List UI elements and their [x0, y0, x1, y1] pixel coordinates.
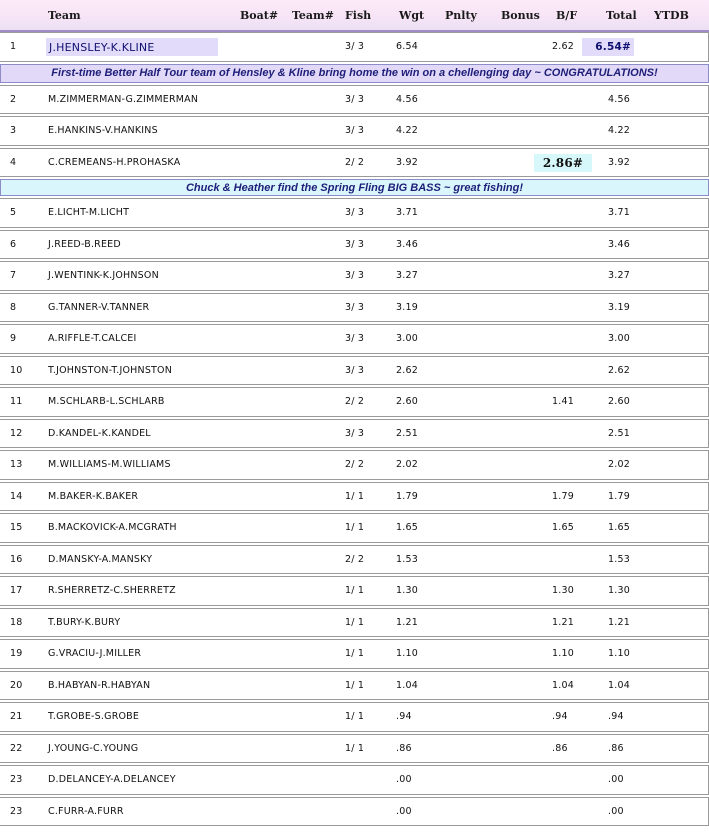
fish-cell: 2/ 2	[345, 156, 365, 168]
total-cell: 2.62	[608, 364, 630, 376]
fish-cell: 3/ 3	[345, 93, 365, 105]
col-header-fish: Fish	[345, 9, 372, 22]
table-row	[0, 261, 709, 291]
table-row	[0, 671, 709, 701]
weight-cell: 4.22	[396, 125, 418, 137]
col-header-big-fish: B/F	[556, 9, 578, 22]
weight-cell: 6.54	[396, 41, 418, 53]
weight-cell: .86	[396, 742, 412, 754]
table-row	[0, 85, 709, 115]
weight-cell: 3.27	[396, 270, 418, 282]
table-row	[0, 765, 709, 795]
col-header-boat: Boat#	[240, 9, 279, 22]
fish-cell: 2/ 2	[345, 553, 365, 565]
place-cell: 20	[10, 679, 23, 691]
col-header-ytdb: YTDB	[654, 9, 689, 22]
weight-cell: 2.51	[396, 427, 418, 439]
weight-cell: 3.92	[396, 156, 418, 168]
table-row	[0, 482, 709, 512]
col-header-bonus: Bonus	[501, 9, 540, 22]
total-cell: 2.51	[608, 427, 630, 439]
team-cell: B.HABYAN-R.HABYAN	[48, 679, 151, 691]
big-fish-cell: .86	[552, 742, 568, 754]
place-cell: 23	[10, 774, 23, 786]
total-cell: 6.54#	[582, 38, 634, 56]
table-row	[0, 387, 709, 417]
place-cell: 18	[10, 616, 23, 628]
weight-cell: 1.65	[396, 522, 418, 534]
place-cell: 17	[10, 585, 23, 597]
place-cell: 10	[10, 364, 23, 376]
big-bass-cell: 2.86#	[534, 154, 592, 172]
table-row	[0, 576, 709, 606]
total-cell: 3.46	[608, 238, 630, 250]
table-row	[0, 419, 709, 449]
weight-cell: 1.21	[396, 616, 418, 628]
weight-cell: .00	[396, 774, 412, 786]
fish-cell: 3/ 3	[345, 333, 365, 345]
weight-cell: 2.62	[396, 364, 418, 376]
table-row	[0, 639, 709, 669]
col-header-weight: Wgt	[399, 9, 425, 22]
total-cell: 1.53	[608, 553, 630, 565]
big-fish-cell: 1.65	[552, 522, 574, 534]
table-row	[0, 356, 709, 386]
fish-cell: 1/ 1	[345, 585, 365, 597]
table-row	[0, 545, 709, 575]
weight-cell: 1.10	[396, 648, 418, 660]
place-cell: 23	[10, 805, 23, 817]
big-fish-cell: 1.10	[552, 648, 574, 660]
total-cell: 3.00	[608, 333, 630, 345]
fish-cell: 1/ 1	[345, 490, 365, 502]
place-cell: 4	[10, 156, 17, 168]
weight-cell: 2.02	[396, 459, 418, 471]
winner-banner: First-time Better Half Tour team of Hensley & Kline bring home the win on a chellenging day ~ CONGRATULATIONS!	[0, 64, 709, 83]
results-table	[0, 32, 709, 828]
place-cell: 13	[10, 459, 23, 471]
team-cell: C.FURR-A.FURR	[48, 805, 124, 817]
table-row	[0, 32, 709, 62]
big-bass-banner: Chuck & Heather find the Spring Fling BIG BASS ~ great fishing!	[0, 179, 709, 196]
col-header-total: Total	[606, 9, 637, 22]
total-cell: 1.21	[608, 616, 630, 628]
fish-cell: 3/ 3	[345, 125, 365, 137]
weight-cell: 2.60	[396, 396, 418, 408]
total-cell: .00	[608, 774, 624, 786]
team-cell: G.TANNER-V.TANNER	[48, 301, 150, 313]
place-cell: 6	[10, 238, 17, 250]
place-cell: 2	[10, 93, 17, 105]
team-cell: J.HENSLEY-K.KLINE	[46, 38, 218, 56]
table-row	[0, 513, 709, 543]
total-cell: 2.60	[608, 396, 630, 408]
table-row	[0, 324, 709, 354]
total-cell: 3.71	[608, 207, 630, 219]
weight-cell: 4.56	[396, 93, 418, 105]
weight-cell: 3.00	[396, 333, 418, 345]
table-row	[0, 148, 709, 178]
table-header	[0, 0, 709, 32]
total-cell: 2.02	[608, 459, 630, 471]
fish-cell: 2/ 2	[345, 459, 365, 471]
weight-cell: 1.30	[396, 585, 418, 597]
table-row	[0, 702, 709, 732]
weight-cell: 1.79	[396, 490, 418, 502]
place-cell: 7	[10, 270, 17, 282]
team-cell: G.VRACIU-J.MILLER	[48, 648, 142, 660]
place-cell: 5	[10, 207, 17, 219]
big-fish-cell: 1.04	[552, 679, 574, 691]
table-row	[0, 230, 709, 260]
big-fish-cell: .94	[552, 711, 568, 723]
table-row	[0, 198, 709, 228]
total-cell: 4.56	[608, 93, 630, 105]
fish-cell: 1/ 1	[345, 679, 365, 691]
fish-cell: 3/ 3	[345, 238, 365, 250]
place-cell: 14	[10, 490, 23, 502]
total-cell: 3.27	[608, 270, 630, 282]
place-cell: 8	[10, 301, 17, 313]
total-cell: 1.30	[608, 585, 630, 597]
team-cell: C.CREMEANS-H.PROHASKA	[48, 156, 181, 168]
fish-cell: 3/ 3	[345, 41, 365, 53]
weight-cell: 1.04	[396, 679, 418, 691]
team-cell: D.MANSKY-A.MANSKY	[48, 553, 153, 565]
total-cell: 4.22	[608, 125, 630, 137]
table-row	[0, 116, 709, 146]
table-row	[0, 450, 709, 480]
team-cell: E.LICHT-M.LICHT	[48, 207, 130, 219]
fish-cell: 2/ 2	[345, 396, 365, 408]
big-fish-cell: 1.21	[552, 616, 574, 628]
team-cell: J.YOUNG-C.YOUNG	[48, 742, 139, 754]
fish-cell: 1/ 1	[345, 616, 365, 628]
total-cell: 1.04	[608, 679, 630, 691]
team-cell: E.HANKINS-V.HANKINS	[48, 125, 158, 137]
place-cell: 19	[10, 648, 23, 660]
team-cell: T.BURY-K.BURY	[48, 616, 121, 628]
total-cell: 3.19	[608, 301, 630, 313]
total-cell: .94	[608, 711, 624, 723]
total-cell: 1.10	[608, 648, 630, 660]
team-cell: M.BAKER-K.BAKER	[48, 490, 139, 502]
team-cell: D.DELANCEY-A.DELANCEY	[48, 774, 176, 786]
table-row	[0, 797, 709, 827]
weight-cell: 3.19	[396, 301, 418, 313]
total-cell: .86	[608, 742, 624, 754]
team-cell: T.GROBE-S.GROBE	[48, 711, 140, 723]
weight-cell: .00	[396, 805, 412, 817]
place-cell: 22	[10, 742, 23, 754]
place-cell: 11	[10, 396, 23, 408]
big-fish-cell: 1.30	[552, 585, 574, 597]
team-cell: J.REED-B.REED	[48, 238, 121, 250]
fish-cell: 1/ 1	[345, 522, 365, 534]
team-cell: T.JOHNSTON-T.JOHNSTON	[48, 364, 173, 376]
team-cell: B.MACKOVICK-A.MCGRATH	[48, 522, 177, 534]
team-cell: M.WILLIAMS-M.WILLIAMS	[48, 459, 171, 471]
team-cell: M.ZIMMERMAN-G.ZIMMERMAN	[48, 93, 199, 105]
weight-cell: 3.46	[396, 238, 418, 250]
fish-cell: 3/ 3	[345, 207, 365, 219]
fish-cell: 3/ 3	[345, 270, 365, 282]
place-cell: 9	[10, 333, 17, 345]
table-row	[0, 734, 709, 764]
fish-cell: 1/ 1	[345, 742, 365, 754]
total-cell: 1.65	[608, 522, 630, 534]
total-cell: 3.92	[608, 156, 630, 168]
fish-cell: 3/ 3	[345, 364, 365, 376]
team-cell: J.WENTINK-K.JOHNSON	[48, 270, 159, 282]
total-cell: .00	[608, 805, 624, 817]
col-header-team: Team	[48, 9, 81, 22]
team-cell: A.RIFFLE-T.CALCEI	[48, 333, 137, 345]
big-fish-cell: 1.41	[552, 396, 574, 408]
big-fish-cell: 2.62	[552, 41, 574, 53]
big-fish-cell: 1.79	[552, 490, 574, 502]
fish-cell: 1/ 1	[345, 648, 365, 660]
place-cell: 12	[10, 427, 23, 439]
place-cell: 3	[10, 125, 17, 137]
col-header-team-number: Team#	[292, 9, 334, 22]
weight-cell: 3.71	[396, 207, 418, 219]
weight-cell: .94	[396, 711, 412, 723]
team-cell: D.KANDEL-K.KANDEL	[48, 427, 151, 439]
total-cell: 1.79	[608, 490, 630, 502]
fish-cell: 3/ 3	[345, 427, 365, 439]
team-cell: R.SHERRETZ-C.SHERRETZ	[48, 585, 176, 597]
place-cell: 15	[10, 522, 23, 534]
place-cell: 1	[10, 41, 17, 53]
place-cell: 16	[10, 553, 23, 565]
fish-cell: 3/ 3	[345, 301, 365, 313]
fish-cell: 1/ 1	[345, 711, 365, 723]
table-row	[0, 608, 709, 638]
table-row	[0, 293, 709, 323]
place-cell: 21	[10, 711, 23, 723]
col-header-penalty: Pnlty	[445, 9, 477, 22]
weight-cell: 1.53	[396, 553, 418, 565]
team-cell: M.SCHLARB-L.SCHLARB	[48, 396, 165, 408]
